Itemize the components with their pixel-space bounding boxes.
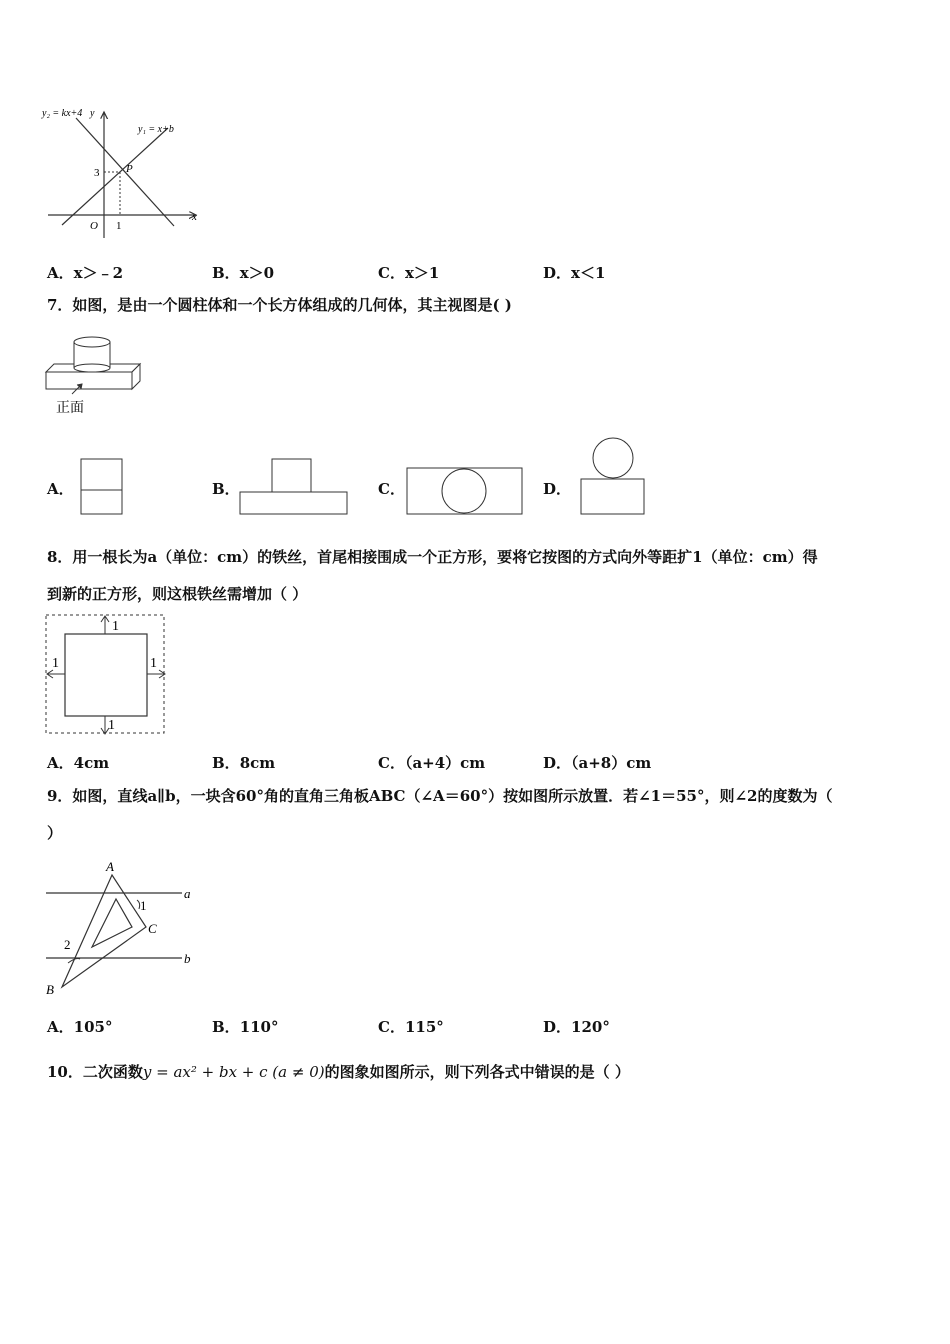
q6-line-graph [40, 100, 210, 245]
option-text: 4cm [73, 754, 110, 772]
label-3: 3 [94, 167, 100, 179]
q10-stem-prefix: 10．二次函数 [47, 1063, 143, 1081]
option-text: x＞0 [239, 264, 275, 282]
q8-option-b[interactable] [212, 752, 275, 773]
label-origin: O [90, 220, 98, 232]
label-y2: y₂ = kx+4 [42, 108, 83, 119]
q6-option-a[interactable] [47, 262, 123, 283]
q7-option-d-figure [579, 437, 647, 517]
label-a: a [184, 886, 191, 901]
q8-stem-line1: 8．用一根长为a（单位：cm）的铁丝，首尾相接围成一个正方形，要将它按图的方式向外等距扩1（单位：cm）得 [47, 548, 818, 566]
option-letter: D． [543, 1018, 572, 1036]
label-angle1: 1 [140, 898, 147, 913]
q9-stem-line2: ） [47, 824, 63, 842]
q9-stem-line1: 9．如图，直线a∥b，一块含60°角的直角三角板ABC（∠A＝60°）按如图所示放置．若∠1＝55°，则∠2的度数为（ [47, 787, 833, 805]
label-C: C [148, 921, 157, 936]
q9-option-c[interactable] [378, 1016, 444, 1037]
label-x: x [192, 211, 197, 223]
option-letter: C． [378, 264, 405, 282]
q9-triangle-figure [42, 855, 202, 1000]
front-label: 正面 [56, 401, 84, 416]
label-y1: y₁ = x+b [138, 124, 174, 135]
option-text: 105° [73, 1018, 113, 1036]
option-letter: C． [378, 754, 405, 772]
label-left: 1 [52, 656, 59, 671]
q10-stem-suffix: 的图象如图所示，则下列各式中错误的是（ ） [324, 1063, 630, 1081]
q7-option-c[interactable] [378, 478, 405, 499]
q7-option-b[interactable] [212, 478, 240, 499]
q7-option-a-figure [80, 458, 124, 516]
option-text: 110° [239, 1018, 279, 1036]
q10-formula: y = ax² + bx + c (a ≠ 0) [142, 1063, 325, 1081]
option-letter: C． [378, 1018, 405, 1036]
q7-solid-figure [44, 330, 144, 420]
q6-option-b[interactable] [212, 262, 274, 283]
option-letter: D． [543, 754, 572, 772]
option-text: 115° [404, 1018, 444, 1036]
q9-option-a[interactable] [47, 1016, 112, 1037]
option-letter: A． [47, 1018, 74, 1036]
option-letter: B． [212, 480, 240, 498]
q7-option-b-figure [239, 458, 349, 516]
option-text: （a+8）cm [571, 754, 652, 772]
q7-stem: 7．如图，是由一个圆柱体和一个长方体组成的几何体，其主视图是( ) [47, 296, 512, 314]
label-b: b [184, 951, 191, 966]
q9-option-d[interactable] [543, 1016, 610, 1037]
q7-option-c-figure [406, 466, 524, 516]
option-letter: D． [543, 264, 572, 282]
option-letter: A． [47, 754, 74, 772]
q8-square-figure [44, 613, 168, 737]
label-B: B [46, 982, 54, 997]
option-letter: B． [212, 1018, 240, 1036]
option-letter: A． [47, 480, 74, 498]
label-angle2: 2 [64, 937, 71, 952]
label-bottom: 1 [108, 718, 115, 733]
option-text: （a+4）cm [404, 754, 486, 772]
q9-option-b[interactable] [212, 1016, 279, 1037]
q8-option-a[interactable] [47, 752, 109, 773]
label-y-axis: y [90, 108, 95, 119]
line-y1 [62, 128, 168, 225]
option-letter: C． [378, 480, 405, 498]
option-letter: D． [543, 480, 572, 498]
label-A: A [106, 859, 114, 874]
q8-stem-line2: 到新的正方形，则这根铁丝需增加（ ） [47, 585, 308, 603]
option-letter: A． [47, 264, 74, 282]
label-top: 1 [112, 619, 119, 634]
label-p: P [126, 163, 133, 175]
q8-option-d[interactable] [543, 752, 651, 773]
q10-stem [47, 1062, 630, 1082]
label-right: 1 [150, 656, 157, 671]
option-text: x＜1 [571, 264, 606, 282]
option-text: x＞1 [404, 264, 440, 282]
q8-option-c[interactable] [378, 752, 485, 773]
q7-option-d[interactable] [543, 478, 571, 499]
option-letter: B． [212, 264, 240, 282]
label-1: 1 [116, 220, 122, 232]
option-text: 8cm [239, 754, 276, 772]
q7-option-a[interactable] [47, 478, 74, 499]
option-letter: B． [212, 754, 240, 772]
q6-option-d[interactable] [543, 262, 605, 283]
q6-option-c[interactable] [378, 262, 439, 283]
option-text: 120° [571, 1018, 610, 1036]
option-text: x＞﹣2 [73, 264, 124, 282]
